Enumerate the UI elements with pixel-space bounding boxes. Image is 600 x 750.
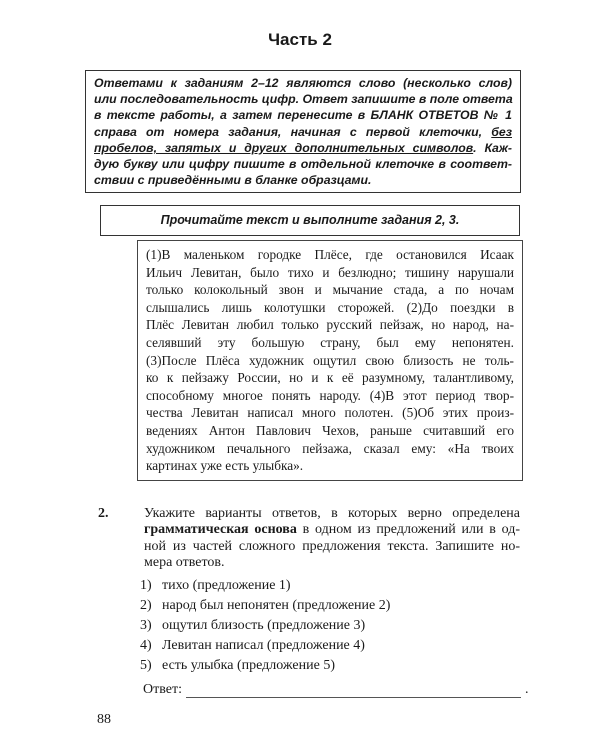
read-prompt: Прочитайте текст и выполните задания 2, 3. [100,205,520,236]
question-text-part: в одном из предложений или в од- [296,522,520,538]
passage-line: ко к пейзажу России, но и к её разумному, талантливому, [146,370,514,386]
question-line: мера ответов. [144,555,225,571]
passage-line: художником печального пейзажа, сказал ему: «На твоих [146,440,514,456]
answer-row [143,682,528,698]
passage-line: картинах уже есть улыбка». [146,458,304,474]
instruction-line [94,124,512,140]
instruction-text: . Каж- [473,140,512,155]
instruction-text: справа от номера задания, начиная с первой клеточки, [94,124,483,139]
passage-line: Ильич Левитан, было тихо и безлюдно; тишину нарушали [146,264,514,280]
option-text: есть улыбка (предложение 5) [162,658,335,673]
page-number: 88 [97,712,111,727]
instruction-line: в тексте работы, а затем перенесите в БЛАНК ОТВЕТОВ № 1 [94,108,512,123]
question-2 [98,506,528,572]
question-line [144,522,520,538]
option-number: 3) [140,618,152,633]
section-title: Часть 2 [268,30,332,49]
question-text [144,506,520,572]
option-text: Левитан написал (предложение 4) [162,638,365,653]
instruction-line: дую букву или цифру пишите в отдельной клеточке в соответ- [94,157,512,172]
passage-line: Плёс Левитан любил только русский пейзаж, но народ, на- [146,317,514,333]
passage-line: только колокольный звон и мычание стада, а по ночам [146,282,514,298]
question-line: Укажите варианты ответов, в которых верно определена [144,506,520,521]
answer-field[interactable] [186,683,521,698]
option-1 [140,576,390,596]
option-text: ощутил близость (предложение 3) [162,618,366,633]
question-number: 2. [98,506,109,521]
passage-line: (3)После Плёса художник ощутил свою близость не толь- [146,352,514,368]
option-4 [140,636,390,656]
answer-label: Ответ: [143,682,182,697]
instruction-underlined: без [491,124,512,139]
passage-line: способному многое понять народу. (4)В этот период твор- [146,387,514,403]
question-line: ной из частей сложного предложения текста. Запишите но- [144,538,520,554]
passage-line: ведениях Антон Павлович Чехов, раньше считавший его [146,422,514,438]
option-number: 5) [140,658,152,673]
question-bold: грамматическая основа [144,522,297,538]
option-number: 1) [140,578,152,593]
instruction-underlined: пробелов, запятых и других дополнительных символов [94,140,474,155]
instruction-line: или последовательность цифр. Ответ запишите в поле ответа [94,92,513,107]
instruction-line [94,140,512,156]
answer-options [140,576,390,676]
passage-line: селявший эту большую страну, был ему непонятен. [146,334,514,350]
option-number: 4) [140,638,152,653]
instruction-line: Ответами к заданиям 2–12 являются слово (несколько слов) [94,76,512,90]
option-5 [140,656,390,676]
option-2 [140,596,390,616]
passage-line: (1)В маленьком городке Плёсе, где остановился Исаак [146,247,514,262]
option-text: тихо (предложение 1) [162,578,291,593]
instruction-line: ствии с приведёнными в бланке образцами. [94,173,372,188]
option-text: народ был непонятен (предложение 2) [162,598,391,613]
option-number: 2) [140,598,152,613]
option-3 [140,616,390,636]
passage-line: слышались лишь колотушки сторожей. (2)До поездки в [146,299,514,315]
answer-end: . [524,682,529,697]
passage-text [137,240,523,481]
passage-line: чества Левитан написал много полотен. (5)Об этих произ- [146,405,514,421]
instructions-box [85,70,521,193]
